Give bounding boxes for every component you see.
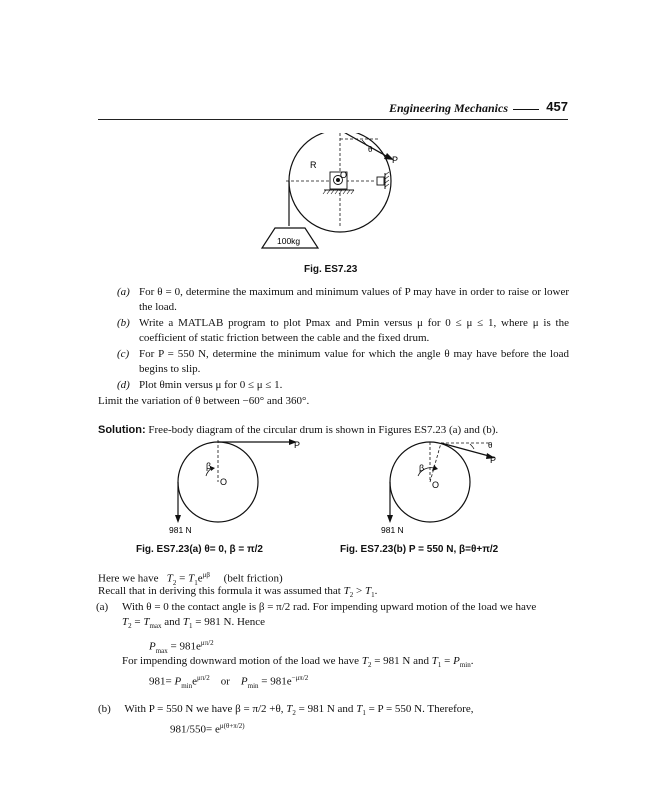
limit-text: Limit the variation of θ between −60° and 360°. [98, 395, 310, 407]
question-a: (a) For θ = 0, determine the maximum and minimum values of P may have in order to raise or lower the load. [117, 286, 569, 313]
force-load-arrow-a [175, 515, 181, 523]
label-o: O [340, 170, 348, 180]
figure-b-caption: Fig. ES7.23(b) P = 550 N, β=θ+π/2 [340, 544, 499, 555]
downward-line: For impending downward motion of the load we have $T_2 = 981$ N and $T_1 = P_{min}$. [122, 655, 474, 670]
book-title: Engineering Mechanics [388, 101, 508, 115]
label-r: R [310, 160, 317, 170]
label-beta-a: β [206, 461, 212, 471]
solution-intro: Free-body diagram of the circular drum is shown in Figures ES7.23 (a) and (b). [148, 424, 499, 436]
wall-hatching [385, 172, 389, 187]
belt-friction-line: Here we have $T_2 = T_1e^{\mu\beta}$ (belt friction) [98, 571, 283, 587]
label-beta-b: β [419, 463, 425, 473]
label-p-a: P [294, 440, 301, 450]
solution-heading: Solution: [98, 424, 146, 436]
force-label-a: 981 N [169, 525, 192, 534]
header-rule [513, 109, 539, 110]
page-number: 457 [546, 99, 568, 114]
label-theta-b: θ [488, 441, 493, 450]
ground-hatching [323, 190, 354, 194]
pmin-equation: $981= P_{min}e^{\mu\pi/2}$ or $P_{min} = 981e^{-\mu\pi/2}$ [149, 674, 309, 690]
mass-label: 100kg [277, 236, 301, 246]
recall-line: Recall that in deriving this formula it was assumed that $T_2 > T_1$. [98, 585, 378, 600]
ratio-equation: $981/550= e^{\mu(\theta+\pi/2)}$ [170, 722, 245, 736]
label-p-b: P [490, 455, 497, 465]
rope-p-b [441, 443, 489, 456]
figure-a-caption: Fig. ES7.23(a) θ= 0, β = π/2 [136, 544, 263, 555]
question-d: (d) Plot θmin versus μ for 0 ≤ μ ≤ 1. [117, 379, 283, 391]
question-b: (b) Write a MATLAB program to plot Pmax and Pmin versus μ for 0 ≤ μ ≤ 1, where μ is the coefficient of static friction between the cable and the fixed drum. [117, 317, 569, 344]
pmax-equation: $P_{max} = 981e^{\mu\pi/2}$ [149, 639, 214, 655]
label-p: P [392, 155, 399, 165]
paragraph-b: (b) With P = 550 N we have β = π/2 +θ, $T_2 = 981$ N and $T_1 = P = 550$ N. Therefore, [98, 703, 474, 718]
label-o-b: O [432, 480, 440, 490]
figure-es7-23a [166, 436, 306, 534]
figure-es7-23 [250, 133, 400, 253]
side-stop [377, 177, 384, 185]
label-theta: θ [368, 145, 373, 154]
page-header [98, 101, 568, 120]
force-load-arrow-b [387, 515, 393, 523]
question-c: (c) For P = 550 N, determine the minimum value for which the angle θ may have before the load begins to slip. [117, 348, 569, 375]
radius-tangent-b [430, 443, 441, 482]
theta-arc-b [470, 444, 474, 449]
paragraph-a: (a) With θ = 0 the contact angle is β = π/2 rad. For impending upward motion of the load we have $T_2 = T_{max}$ and $T_1 = 981$ N. Hence [96, 601, 537, 631]
force-label-b: 981 N [381, 525, 404, 534]
figure-caption: Fig. ES7.23 [304, 264, 358, 275]
figure-es7-23b [378, 436, 508, 534]
label-o-a: O [220, 477, 228, 487]
